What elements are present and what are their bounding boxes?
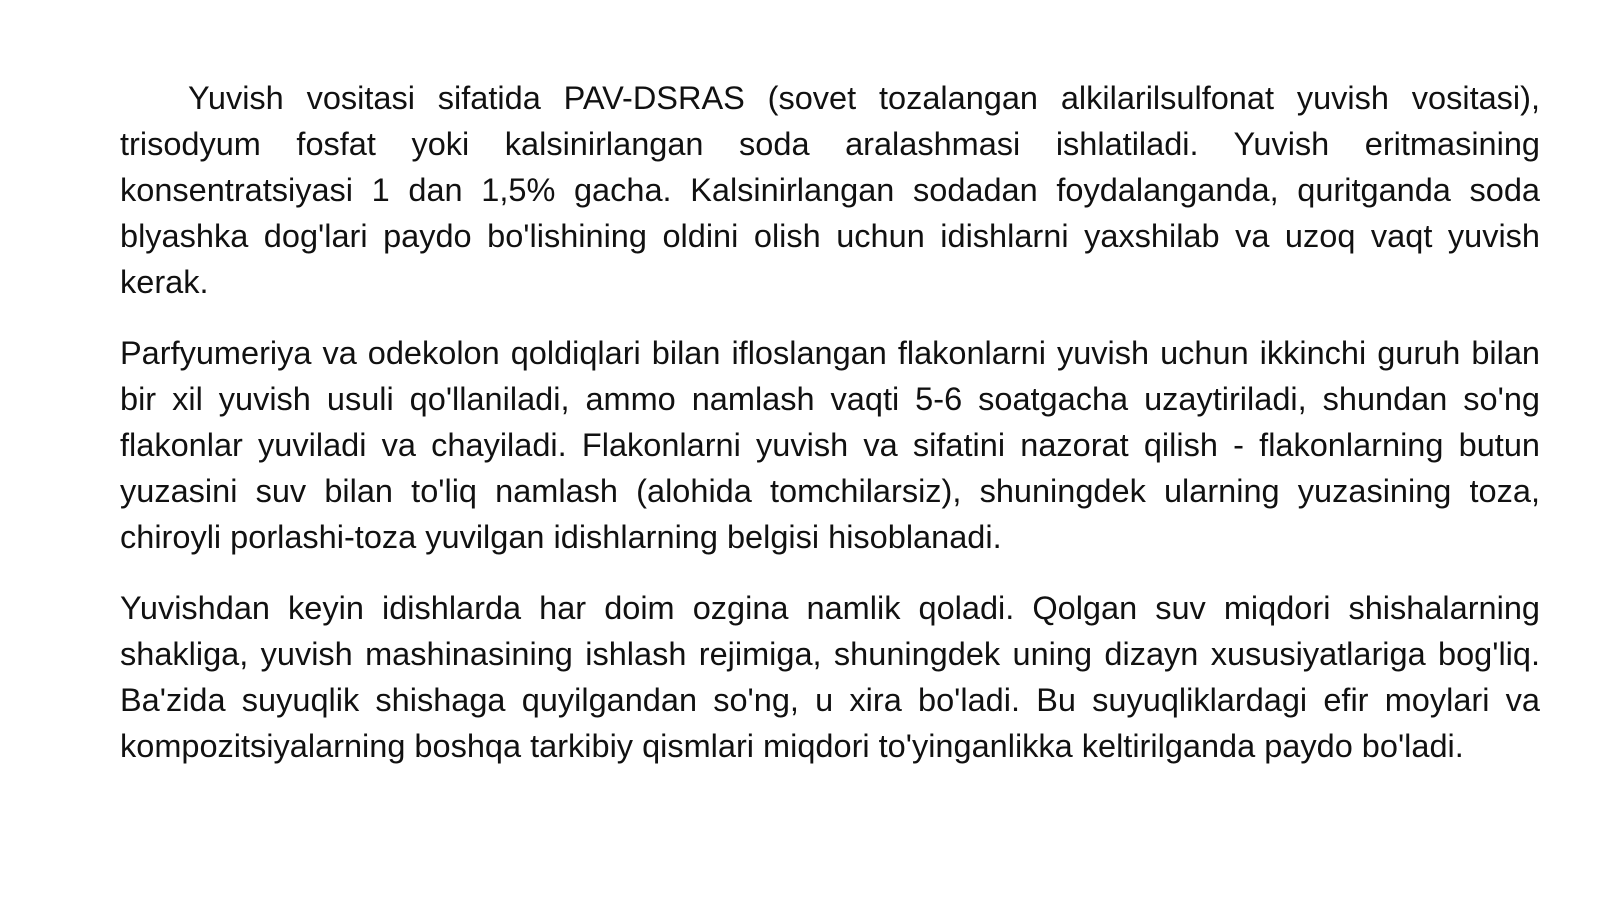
paragraph-residual-moisture: Yuvishdan keyin idishlarda har doim ozgina namlik qoladi. Qolgan suv miqdori shishalarning shakliga, yuvish mashinasining ishlash rejimiga, shuningdek uning dizayn xususiyatlariga bog'liq. Ba'zida suyuqlik shishaga quyilgandan so'ng, u xira bo'ladi. Bu suyuqliklardagi efir moylari va kompozitsiyalarning boshqa tarkibiy qismlari miqdori to'yinganlikka keltirilganda paydo bo'ladi. (120, 590, 1540, 764)
text-body (120, 75, 1540, 769)
paragraph-washing-agent: Yuvish vositasi sifatida PAV-DSRAS (sovet tozalangan alkilarilsulfonat yuvish vositasi), trisodyum fosfat yoki kalsinirlangan soda aralashmasi ishlatiladi. Yuvish eritmasining konsentratsiyasi 1 dan 1,5% gacha. Kalsinirlangan sodadan foydalanganda, quritganda soda blyashka dog'lari paydo bo'lishining oldini olish uchun idishlarni yaxshilab va uzoq vaqt yuvish kerak. (120, 80, 1540, 300)
paragraph-perfume-flacons: Parfyumeriya va odekolon qoldiqlari bilan ifloslangan flakonlarni yuvish uchun ikkinchi guruh bilan bir xil yuvish usuli qo'llaniladi, ammo namlash vaqti 5-6 soatgacha uzaytiriladi, shundan so'ng flakonlar yuviladi va chayiladi. Flakonlarni yuvish va sifatini nazorat qilish - flakonlarning butun yuzasini suv bilan to'liq namlash (alohida tomchilarsiz), shuningdek ularning yuzasining toza, chiroyli porlashi-toza yuvilgan idishlarning belgisi hisoblanadi. (120, 335, 1540, 555)
